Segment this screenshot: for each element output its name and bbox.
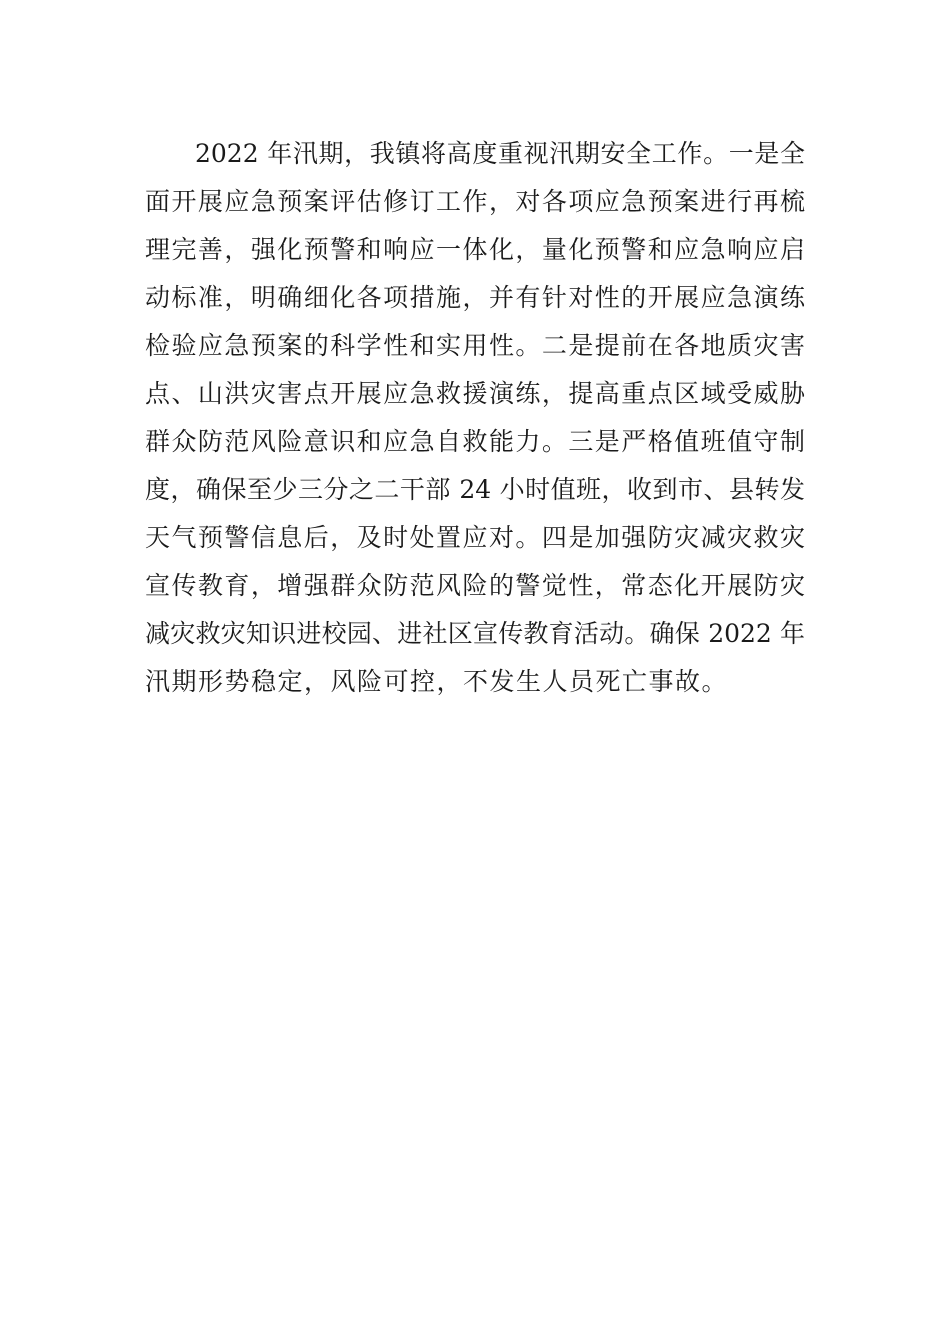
paragraph-line-row: [145, 422, 805, 470]
paragraph-line: 汛期形势稳定，风险可控，不发生人员死亡事故。: [145, 667, 729, 696]
paragraph-line-row: [145, 182, 805, 230]
paragraph-line-row: [145, 374, 805, 422]
paragraph-line-row: [145, 662, 805, 710]
paragraph-line-row: [145, 134, 805, 182]
paragraph-line: 减灾救灾知识进校园、进社区宣传教育活动。确保 2022 年: [145, 619, 805, 648]
paragraph-line: 面开展应急预案评估修订工作，对各项应急预案进行再梳: [145, 187, 805, 216]
paragraph-line-row: [145, 230, 805, 278]
paragraph-line: 天气预警信息后，及时处置应对。四是加强防灾减灾救灾: [145, 523, 805, 552]
paragraph-line: 宣传教育，增强群众防范风险的警觉性，常态化开展防灾: [145, 571, 805, 600]
paragraph-line-row: [145, 326, 805, 374]
paragraph-line-row: [145, 566, 805, 614]
paragraph-line: 2022 年汛期，我镇将高度重视汛期安全工作。一是全: [195, 139, 805, 168]
paragraph-line-row: [145, 470, 805, 518]
body-paragraph: [145, 134, 805, 710]
paragraph-line: 点、山洪灾害点开展应急救援演练，提高重点区域受威胁: [145, 379, 805, 408]
paragraph-line: 度，确保至少三分之二干部 24 小时值班，收到市、县转发: [145, 475, 805, 504]
paragraph-line: 理完善，强化预警和响应一体化，量化预警和应急响应启: [145, 235, 805, 264]
paragraph-line-row: [145, 614, 805, 662]
paragraph-line-row: [145, 518, 805, 566]
paragraph-line: 检验应急预案的科学性和实用性。二是提前在各地质灾害: [145, 331, 805, 360]
paragraph-line-row: [145, 278, 805, 326]
paragraph-line: 群众防范风险意识和应急自救能力。三是严格值班值守制: [145, 427, 805, 456]
paragraph-line: 动标准，明确细化各项措施，并有针对性的开展应急演练: [145, 283, 805, 312]
